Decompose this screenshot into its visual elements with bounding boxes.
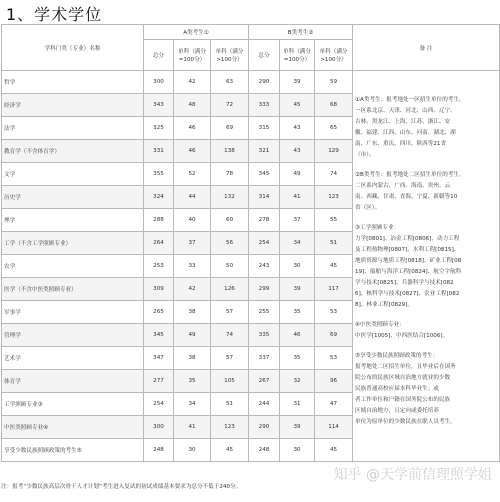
- score-cell-b: 53: [315, 301, 353, 324]
- score-cell-b: 333: [249, 94, 280, 117]
- score-cell-b: 51: [315, 232, 353, 255]
- score-cell-a: 253: [144, 255, 174, 278]
- note-line: 8]、林业工程[0829]。: [355, 302, 413, 308]
- note-line: 吉林、黑龙江、上海、江苏、浙江、安: [355, 119, 451, 125]
- score-cell-b: 254: [249, 232, 280, 255]
- score-cell-b: 248: [249, 439, 280, 462]
- score-cell-a: 60: [211, 209, 249, 232]
- score-cell-b: 47: [315, 393, 353, 416]
- score-cell-b: 314: [249, 186, 280, 209]
- score-cell-b: 30: [280, 439, 315, 462]
- score-cell-a: 78: [211, 163, 249, 186]
- score-cell-a: 45: [211, 439, 249, 462]
- score-cell-a: 44: [174, 186, 211, 209]
- note-line: 院公布的民族区域自治地方就业的少数: [355, 375, 451, 381]
- note-line: 南、西藏、甘肃、青海、宁夏、新疆等10: [355, 194, 458, 200]
- score-cell-b: 129: [315, 140, 353, 163]
- score-cell-b: 35: [280, 301, 315, 324]
- score-cell-b: 96: [315, 370, 353, 393]
- a-singleover-header: 单科（满分>100分）: [211, 40, 249, 71]
- notes-column-header: 备 注: [353, 25, 500, 71]
- score-cell-a: 264: [144, 232, 174, 255]
- subject-name-cell: 享受少数民族照顾政策的考生⑤: [2, 439, 144, 462]
- score-cell-a: 69: [211, 117, 249, 140]
- page-heading: 1、学术学位: [6, 5, 103, 24]
- note-line: 者工作单位和户籍在国务院公布的民族: [355, 397, 451, 403]
- note-paragraph: [355, 223, 497, 311]
- score-cell-a: 138: [211, 140, 249, 163]
- score-cell-b: 41: [280, 186, 315, 209]
- score-cell-b: 335: [249, 324, 280, 347]
- note-line: 二区系内蒙古、广西、海南、贵州、云: [355, 183, 451, 189]
- note-line: 学与技术[0825]、兵器科学与技术[082: [355, 280, 454, 286]
- score-cell-a: 56: [211, 232, 249, 255]
- score-cell-b: 45: [280, 94, 315, 117]
- subject-column-header: 学科门类（专业）名称: [2, 25, 144, 71]
- score-cell-b: 30: [280, 255, 315, 278]
- score-cell-a: 300: [144, 416, 174, 439]
- score-cell-a: 126: [211, 278, 249, 301]
- score-cell-b: 45: [315, 255, 353, 278]
- note-line: （市）。: [355, 152, 375, 158]
- note-paragraph: [355, 170, 497, 214]
- score-cell-a: 46: [174, 117, 211, 140]
- table-row: [2, 71, 500, 94]
- subject-name-cell: 中医类照顾专业④: [2, 416, 144, 439]
- subject-name-cell: 理学: [2, 209, 144, 232]
- subject-name-cell: 工学照顾专业③: [2, 393, 144, 416]
- score-cell-a: 42: [174, 71, 211, 94]
- score-cell-a: 49: [174, 324, 211, 347]
- table-body: [2, 71, 500, 462]
- score-cell-a: 343: [144, 94, 174, 117]
- score-cell-a: 277: [144, 370, 174, 393]
- score-cell-a: 57: [211, 301, 249, 324]
- group-a-header: A类考生①: [144, 25, 249, 40]
- score-cell-b: 49: [280, 163, 315, 186]
- score-cell-b: 43: [280, 140, 315, 163]
- score-table: [1, 24, 500, 462]
- note-line: 报考地处二区招生单位，且毕业后在国务: [355, 364, 456, 370]
- score-cell-b: 345: [249, 163, 280, 186]
- score-cell-b: 32: [280, 370, 315, 393]
- score-cell-b: 114: [315, 416, 353, 439]
- score-cell-b: 290: [249, 416, 280, 439]
- score-cell-a: 74: [211, 324, 249, 347]
- score-cell-a: 38: [174, 301, 211, 324]
- score-cell-b: 37: [280, 209, 315, 232]
- score-cell-b: 337: [249, 347, 280, 370]
- score-cell-b: 53: [315, 347, 353, 370]
- note-paragraph: [355, 320, 497, 342]
- score-cell-a: 123: [211, 416, 249, 439]
- score-cell-a: 347: [144, 347, 174, 370]
- note-line: 力学[0801]、冶金工程[0806]、动力工程: [355, 236, 460, 242]
- header-row-1: [2, 25, 500, 40]
- score-cell-a: 248: [144, 439, 174, 462]
- subject-name-cell: 历史学: [2, 186, 144, 209]
- score-cell-a: 48: [174, 94, 211, 117]
- score-cell-b: 43: [280, 117, 315, 140]
- score-cell-a: 325: [144, 117, 174, 140]
- score-cell-a: 63: [211, 71, 249, 94]
- score-cell-a: 300: [144, 71, 174, 94]
- note-line: 19]、船舶与海洋工程[0824]、航空宇航科: [355, 269, 462, 275]
- a-single100-header: 单科（满分=100分）: [174, 40, 211, 71]
- score-cell-a: 50: [211, 255, 249, 278]
- score-cell-a: 42: [174, 278, 211, 301]
- score-cell-b: 46: [280, 324, 315, 347]
- note-line: 省（区）。: [355, 205, 381, 211]
- score-cell-b: 278: [249, 209, 280, 232]
- score-cell-b: 34: [280, 232, 315, 255]
- score-cell-b: 321: [249, 140, 280, 163]
- score-cell-b: 59: [315, 71, 353, 94]
- score-cell-b: 39: [280, 71, 315, 94]
- score-cell-a: 33: [174, 255, 211, 278]
- subject-name-cell: 哲学: [2, 71, 144, 94]
- note-line: 民族普通高校应届本科毕业生；或: [355, 386, 439, 392]
- note-line: ③工学照顾专业：: [355, 225, 400, 231]
- note-paragraph: [355, 95, 497, 161]
- score-cell-a: 46: [174, 140, 211, 163]
- subject-name-cell: 艺术学: [2, 347, 144, 370]
- score-cell-a: 30: [174, 439, 211, 462]
- score-cell-b: 244: [249, 393, 280, 416]
- b-total-header: 总分: [249, 40, 280, 71]
- score-cell-b: 267: [249, 370, 280, 393]
- score-cell-a: 345: [144, 324, 174, 347]
- footnote: 注：报考“少数民族高层次骨干人才计划”考生进入复试的初试成绩基本要求为总分不低于240分。: [1, 484, 242, 490]
- subject-name-cell: 管理学: [2, 324, 144, 347]
- b-singleover-header: 单科（满分>100分）: [315, 40, 353, 71]
- score-cell-b: 55: [315, 209, 353, 232]
- score-cell-b: 255: [249, 301, 280, 324]
- score-cell-b: 39: [280, 416, 315, 439]
- note-line: 南、广东、重庆、四川、陕西等21省: [355, 141, 447, 147]
- note-line: 一区系北京、天津、河北、山西、辽宁、: [355, 108, 456, 114]
- score-cell-a: 72: [211, 94, 249, 117]
- score-cell-a: 355: [144, 163, 174, 186]
- note-line: ②B类考生：报考地处二区招生单位的考生。: [355, 172, 465, 178]
- score-cell-b: 65: [315, 117, 353, 140]
- subject-name-cell: 法学: [2, 117, 144, 140]
- watermark: 知乎 @天学前信理照学姐: [333, 467, 492, 483]
- subject-name-cell: 经济学: [2, 94, 144, 117]
- subject-name-cell: 文学: [2, 163, 144, 186]
- score-cell-b: 39: [280, 278, 315, 301]
- score-cell-a: 35: [174, 370, 211, 393]
- score-cell-b: 117: [315, 278, 353, 301]
- note-line: ④中医类照顾专业：: [355, 322, 405, 328]
- score-cell-a: 38: [174, 347, 211, 370]
- subject-name-cell: 体育学: [2, 370, 144, 393]
- score-cell-a: 324: [144, 186, 174, 209]
- subject-name-cell: 军事学: [2, 301, 144, 324]
- score-cell-b: 74: [315, 163, 353, 186]
- note-line: 及工程热物理[0807]、水利工程[0815]、: [355, 247, 460, 253]
- note-line: 地质资源与地质工程[0818]、矿业工程[08: [355, 258, 462, 264]
- score-cell-b: 35: [280, 347, 315, 370]
- note-paragraph: [355, 351, 497, 428]
- score-cell-b: 299: [249, 278, 280, 301]
- note-line: 单位为原单位的少数民族在职人员考生。: [355, 419, 456, 425]
- a-total-header: 总分: [144, 40, 174, 71]
- subject-name-cell: 教育学（不含体育学）: [2, 140, 144, 163]
- note-line: ⑤享受少数民族照顾政策的考生：: [355, 353, 439, 359]
- notes-cell: [353, 71, 500, 462]
- score-cell-a: 37: [174, 232, 211, 255]
- group-b-header: B类考生②: [249, 25, 353, 40]
- note-line: 中医学[1005]、中西医结合[1006]。: [355, 333, 449, 339]
- score-cell-a: 57: [211, 347, 249, 370]
- score-cell-b: 243: [249, 255, 280, 278]
- score-cell-a: 105: [211, 370, 249, 393]
- note-line: 区域自治地方，且定向或委托培养: [355, 408, 439, 414]
- score-cell-b: 123: [315, 186, 353, 209]
- score-cell-b: 315: [249, 117, 280, 140]
- score-cell-b: 290: [249, 71, 280, 94]
- b-single100-header: 单科（满分=100分）: [280, 40, 315, 71]
- score-cell-a: 288: [144, 209, 174, 232]
- score-cell-b: 45: [315, 439, 353, 462]
- score-cell-a: 331: [144, 140, 174, 163]
- subject-name-cell: 工学（不含工学照顾专业）: [2, 232, 144, 255]
- score-cell-a: 40: [174, 209, 211, 232]
- score-cell-a: 132: [211, 186, 249, 209]
- score-cell-a: 309: [144, 278, 174, 301]
- score-cell-a: 34: [174, 393, 211, 416]
- score-cell-a: 254: [144, 393, 174, 416]
- subject-name-cell: 医学（不含中医类照顾专业）: [2, 278, 144, 301]
- score-cell-a: 41: [174, 416, 211, 439]
- note-line: 6]、核科学与技术[0827]、农业工程[082: [355, 291, 460, 297]
- note-line: 徽、福建、江西、山东、河南、湖北、湖: [355, 130, 456, 136]
- note-line: ①A类考生：报考地处一区招生单位的考生。: [355, 97, 465, 103]
- subject-name-cell: 农学: [2, 255, 144, 278]
- score-cell-a: 265: [144, 301, 174, 324]
- score-cell-a: 51: [211, 393, 249, 416]
- score-cell-b: 69: [315, 324, 353, 347]
- score-cell-b: 31: [280, 393, 315, 416]
- score-cell-a: 52: [174, 163, 211, 186]
- score-cell-b: 68: [315, 94, 353, 117]
